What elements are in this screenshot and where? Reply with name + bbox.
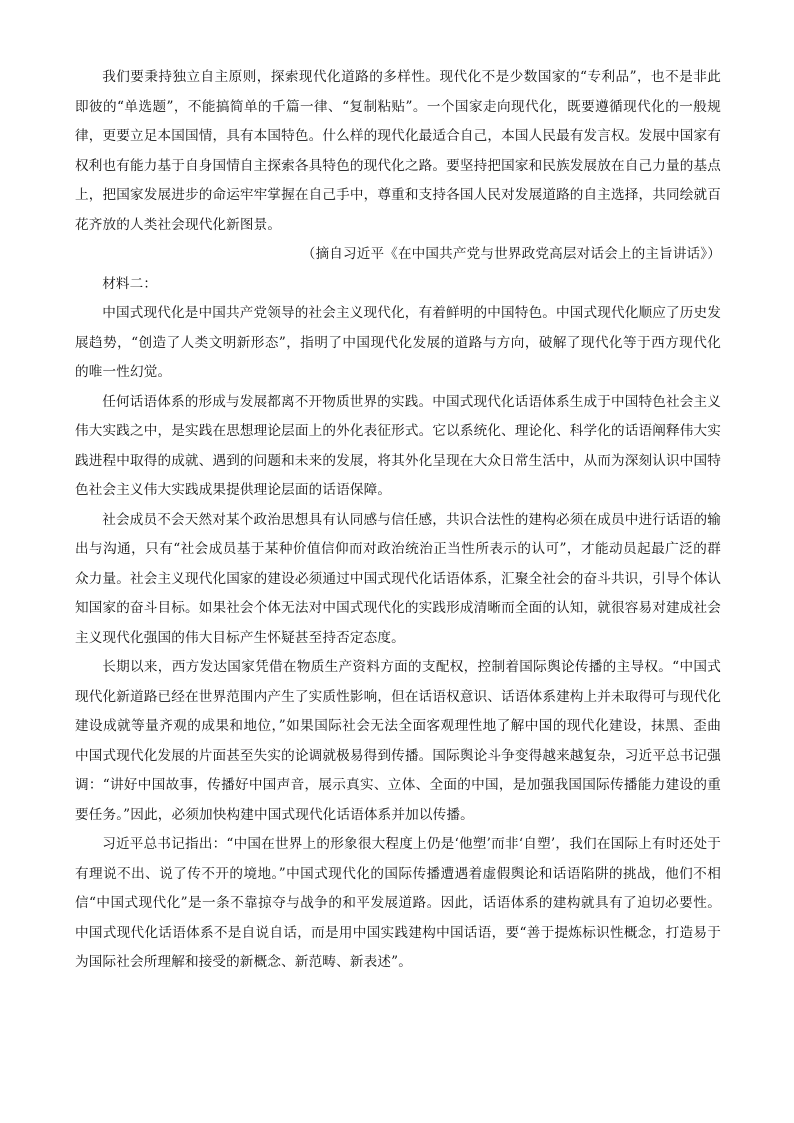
paragraph-1: 我们要秉持独立自主原则，探索现代化道路的多样性。现代化不是少数国家的“专利品”，也不是非此即彼的“单选题”，不能搞简单的千篇一律、“复制粘贴”。一个国家走向现代化，既要遵循现代化的一般规律，更要立足本国国情，具有本国特色。什么样的现代化最适合自己，本国人民最有发言权。发展中国家有权利也有能力基于自身国情自主探索各具特色的现代化之路。要坚持把国家和民族发展放在自己力量的基点上，把国家发展进步的命运牢牢掌握在自己手中，尊重和支持各国人民对发展道路的自主选择，共同绘就百花齐放的人类社会现代化新图景。 [75,69,721,233]
section-label-material-two: 材料二： [102,275,158,292]
paragraph-3: 任何话语体系的形成与发展都离不开物质世界的实践。中国式现代化话语体系生成于中国特色社会主义伟大实践之中，是实践在思想理论层面上的外化表征形式。它以系统化、理论化、科学化的话语阐释伟大实践进程中取得的成就、遇到的问题和未来的发展，将其外化呈现在大众日常生活中，从而为深刻认识中国特色社会主义伟大实践成果提供理论层面的话语保障。 [75,393,721,498]
paragraph-6: 习近平总书记指出：“中国在世界上的形象很大程度上仍是‘他塑’而非‘自塑’，我们在国际上有时还处于有理说不出、说了传不开的境地。”中国式现代化的国际传播遭遇着虚假舆论和话语陷阱的挑战，他们不相信“中国式现代化”是一条不靠掠夺与战争的和平发展道路。因此，话语体系的建构就具有了迫切必要性。中国式现代化话语体系不是自说自话，而是用中国实践建构中国话语，要“善于提炼标识性概念，打造易于为国际社会所理解和接受的新概念、新范畴、新表述”。 [75,836,721,970]
document-body [75,63,721,978]
paragraph-2: 中国式现代化是中国共产党领导的社会主义现代化，有着鲜明的中国特色。中国式现代化顺应了历史发展趋势，“创造了人类文明新形态”，指明了中国现代化发展的道路与方向，破解了现代化等于西方现代化的唯一性幻觉。 [75,305,721,380]
paragraph-4: 社会成员不会天然对某个政治思想具有认同感与信任感，共识合法性的建构必须在成员中进行话语的输出与沟通，只有“社会成员基于某种价值信仰而对政治统治正当性所表示的认可”，才能动员起最广泛的群众力量。社会主义现代化国家的建设必须通过中国式现代化话语体系，汇聚全社会的奋斗共识，引导个体认知国家的奋斗目标。如果社会个体无法对中国式现代化的实践形成清晰而全面的认知，就很容易对建成社会主义现代化强国的伟大目标产生怀疑甚至持否定态度。 [75,511,721,646]
paragraph-5: 长期以来，西方发达国家凭借在物质生产资料方面的支配权，控制着国际舆论传播的主导权。“中国式现代化新道路已经在世界范围内产生了实质性影响，但在话语权意识、话语体系建构上并未取得可与现代化建设成就等量齐观的成果和地位，”如果国际社会无法全面客观理性地了解中国的现代化建设，抹黑、歪曲中国式现代化发展的片面甚至失实的论调就极易得到传播。国际舆论斗争变得越来越复杂，习近平总书记强调：“讲好中国故事，传播好中国声音，展示真实、立体、全面的中国，是加强我国国际传播能力建设的重要任务。”因此，必须加快构建中国式现代化话语体系并加以传播。 [75,659,721,823]
source-citation: （摘自习近平《在中国共产党与世界政党高层对话会上的主旨讲话》） [301,246,721,262]
